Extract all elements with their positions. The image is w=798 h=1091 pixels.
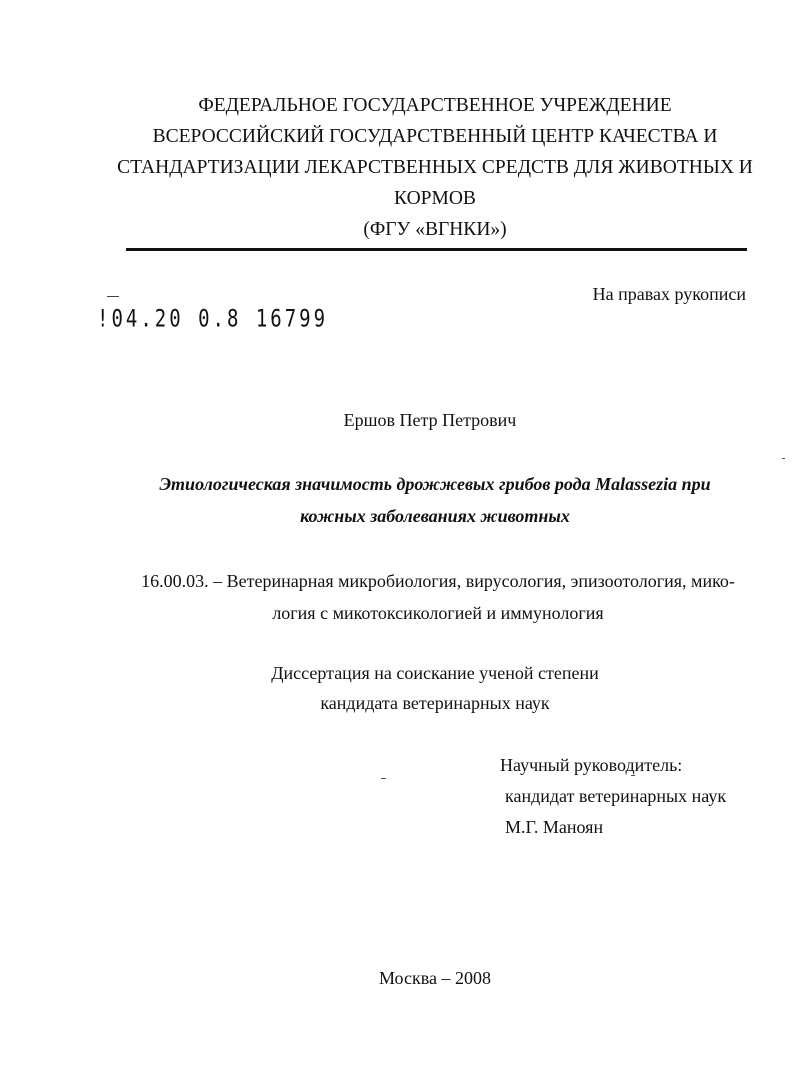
- supervisor-name: М.Г. Маноян: [505, 817, 604, 837]
- author-name: Ершов Петр Петрович: [343, 410, 517, 430]
- scan-speck: [631, 775, 635, 776]
- degree-statement: [150, 658, 720, 718]
- specialty-line-1: 16.00.03. – Ветеринарная микробиология, вирусология, эпизоотология, мико-: [141, 571, 735, 591]
- title-line-2: кожных заболеваниях животных: [300, 506, 570, 526]
- stamp-mark: [107, 296, 119, 297]
- specialty-line-2: логия с микотоксикологией и иммунология: [272, 603, 604, 623]
- header-abbreviation: (ФГУ «ВГНКИ»): [363, 219, 507, 240]
- header-line-3: СТАНДАРТИЗАЦИИ ЛЕКАРСТВЕННЫХ СРЕДСТВ ДЛЯ ЖИВОТНЫХ И: [117, 157, 753, 178]
- title-line-1: Этиологическая значимость дрожжевых грибов рода Malassezia при: [159, 474, 711, 494]
- header-line-2: ВСЕРОССИЙСКИЙ ГОСУДАРСТВЕННЫЙ ЦЕНТР КАЧЕСТВА И: [152, 126, 718, 147]
- specialty-code: [118, 565, 758, 629]
- degree-line-2: кандидата ветеринарных наук: [320, 693, 550, 713]
- scan-speck: [782, 458, 785, 459]
- dissertation-title: [100, 468, 770, 532]
- header-divider: [126, 248, 747, 251]
- degree-line-1: Диссертация на соискание ученой степени: [271, 663, 599, 683]
- supervisor-label: Научный руководитель:: [500, 755, 683, 775]
- manuscript-rights-note: На правах рукописи: [592, 284, 746, 304]
- city-and-year: Москва – 2008: [379, 968, 491, 988]
- header-line-1: ФЕДЕРАЛЬНОЕ ГОСУДАРСТВЕННОЕ УЧРЕЖДЕНИЕ: [198, 95, 672, 116]
- scan-speck: [381, 778, 386, 779]
- registration-stamp-number: !04.20 0.8 16799: [97, 305, 329, 333]
- institution-header: [90, 90, 780, 245]
- scientific-supervisor: [500, 750, 726, 843]
- header-line-4: КОРМОВ: [394, 188, 476, 209]
- supervisor-degree: кандидат ветеринарных наук: [505, 786, 727, 806]
